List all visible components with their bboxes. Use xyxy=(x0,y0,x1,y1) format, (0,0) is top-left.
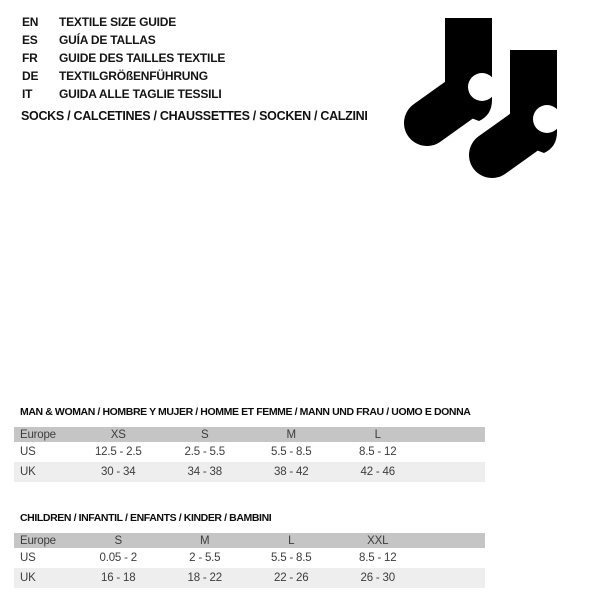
column-header-size: M xyxy=(286,428,296,441)
column-header-size: XS xyxy=(110,428,126,441)
region-label: UK xyxy=(20,572,36,584)
size-value: 42 - 46 xyxy=(360,466,395,478)
size-value: 0.05 - 2 xyxy=(99,552,137,564)
children-size-table xyxy=(14,533,485,588)
product-category-line: SOCKS / CALCETINES / CHAUSSETTES / SOCKEN / CALZINI xyxy=(21,109,368,123)
language-title: GUIDA ALLE TAGLIE TESSILI xyxy=(59,87,222,101)
language-row-en xyxy=(22,13,225,31)
size-value: 22 - 26 xyxy=(274,572,309,584)
children-table-title: CHILDREN / INFANTIL / ENFANTS / KINDER / BAMBINI xyxy=(20,512,272,524)
language-row-fr xyxy=(22,49,225,67)
size-value: 38 - 42 xyxy=(274,466,309,478)
language-list xyxy=(22,13,225,103)
region-label: UK xyxy=(20,466,36,478)
column-header-size: M xyxy=(200,534,210,547)
size-value: 26 - 30 xyxy=(360,572,395,584)
size-value: 30 - 34 xyxy=(101,466,136,478)
table-row-uk xyxy=(14,462,485,482)
children-table-header-row xyxy=(14,533,485,548)
language-code: ES xyxy=(22,33,38,47)
column-header-size: S xyxy=(114,534,122,547)
column-header-size: S xyxy=(201,428,209,441)
language-title: GUÍA DE TALLAS xyxy=(59,33,156,47)
language-code: FR xyxy=(22,51,38,65)
size-value: 8.5 - 12 xyxy=(359,552,397,564)
column-header-size: XXL xyxy=(367,534,389,547)
language-code: IT xyxy=(22,87,33,101)
column-header-size: L xyxy=(288,534,295,547)
adults-size-table xyxy=(14,427,485,482)
region-label: US xyxy=(20,552,36,564)
size-value: 18 - 22 xyxy=(187,572,222,584)
column-header-region: Europe xyxy=(20,428,56,441)
size-value: 2 - 5.5 xyxy=(189,552,221,564)
language-title: GUIDE DES TAILLES TEXTILE xyxy=(59,51,226,65)
table-row-us xyxy=(14,442,485,462)
language-code: DE xyxy=(22,69,39,83)
language-row-it xyxy=(22,85,225,103)
language-row-de xyxy=(22,67,225,85)
column-header-size: L xyxy=(374,428,381,441)
size-value: 2.5 - 5.5 xyxy=(184,446,225,458)
adults-table-title: MAN & WOMAN / HOMBRE Y MUJER / HOMME ET FEMME / MANN UND FRAU / UOMO E DONNA xyxy=(20,406,471,418)
socks-icon xyxy=(395,10,575,185)
language-code: EN xyxy=(22,15,39,29)
size-value: 34 - 38 xyxy=(187,466,222,478)
table-row-uk xyxy=(14,568,485,588)
language-row-es xyxy=(22,31,225,49)
size-value: 12.5 - 2.5 xyxy=(94,446,142,458)
region-label: US xyxy=(20,446,36,458)
adults-table-header-row xyxy=(14,427,485,442)
size-value: 5.5 - 8.5 xyxy=(271,552,312,564)
column-header-region: Europe xyxy=(20,534,56,547)
table-row-us xyxy=(14,548,485,568)
language-title: TEXTILE SIZE GUIDE xyxy=(59,15,177,29)
size-value: 5.5 - 8.5 xyxy=(271,446,312,458)
sock-back-shape xyxy=(427,18,496,123)
language-title: TEXTILGRÖßENFÜHRUNG xyxy=(59,69,208,83)
sock-front-shape xyxy=(492,50,561,155)
size-value: 8.5 - 12 xyxy=(359,446,397,458)
size-value: 16 - 18 xyxy=(101,572,136,584)
